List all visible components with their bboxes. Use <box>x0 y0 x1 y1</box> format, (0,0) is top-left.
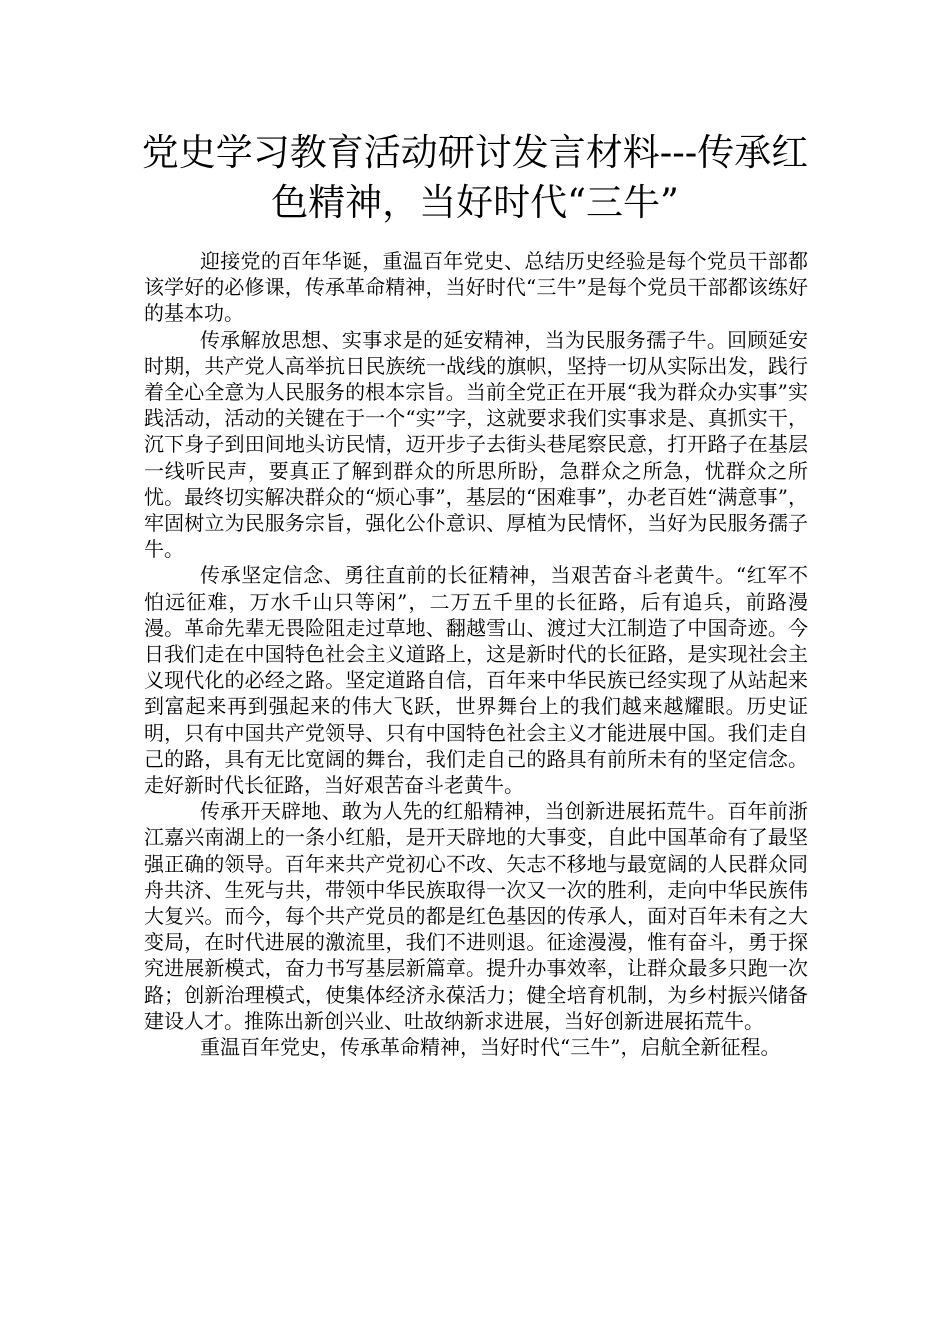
paragraph-conclusion: 重温百年党史，传承革命精神，当好时代“三牛”，启航全新征程。 <box>200 1035 781 1060</box>
paragraph-red-boat-spirit: 传承开天辟地、敢为人先的红船精神，当创新进展拓荒牛。百年前浙江嘉兴南湖上的一条小红船，是开天辟地的大事变，自此中国革命有了最坚强正确的领导。百年来共产党初心不改、矢志不移地与最宽阔的人民群众同舟共济、生死与共，带领中华民族取得一次又一次的胜利，走向中华民族伟大复兴。而今，每个共产党员的都是红色基因的传承人，面对百年未有之大变局，在时代进展的激流里，我们不进则退。征途漫漫，惟有奋斗，勇于探究进展新模式，奋力书写基层新篇章。提升办事效率，让群众最多只跑一次路；创新治理模式，使集体经济永葆活力；健全培育机制，为乡村振兴储备建设人才。推陈出新创兴业、吐故纳新求进展，当好创新进展拓荒牛。 <box>144 799 808 1033</box>
paragraph-intro: 迎接党的百年华诞，重温百年党史、总结历史经验是每个党员干部都该学好的必修课，传承革命精神，当好时代“三牛”是每个党员干部都该练好的基本功。 <box>144 249 808 326</box>
document-title: 党史学习教育活动研讨发言材料---传承红色精神，当好时代“三牛” <box>141 131 809 224</box>
paragraph-yanan-spirit: 传承解放思想、实事求是的延安精神，当为民服务孺子牛。回顾延安时期，共产党人高举抗日民族统一战线的旗帜，坚持一切从实际出发，践行着全心全意为人民服务的根本宗旨。当前全党正在开展“我为群众办实事”实践活动，活动的关键在于一个“实”字，这就要求我们实事求是、真抓实干，沉下身子到田间地头访民情，迈开步子去街头巷尾察民意，打开路子在基层一线听民声，要真正了解到群众的所思所盼，急群众之所急，忧群众之所忧。最终切实解决群众的“烦心事”，基层的“困难事”，办老百姓“满意事”，牢固树立为民服务宗旨，强化公仆意识、厚植为民情怀，当好为民服务孺子牛。 <box>144 327 808 562</box>
document-body <box>144 248 808 1060</box>
paragraph-long-march-spirit: 传承坚定信念、勇往直前的长征精神，当艰苦奋斗老黄牛。“红军不怕远征难，万水千山只等闲”，二万五千里的长征路，后有追兵，前路漫漫。革命先辈无畏险阻走过草地、翻越雪山、渡过大江制造了中国奇迹。今日我们走在中国特色社会主义道路上，这是新时代的长征路，是实现社会主义现代化的必经之路。坚定道路自信，百年来中华民族已经实现了从站起来到富起来再到强起来的伟大飞跃，世界舞台上的我们越来越耀眼。历史证明，只有中国共产党领导、只有中国特色社会主义才能进展中国。我们走自己的路，具有无比宽阔的舞台，我们走自己的路具有前所未有的坚定信念。走好新时代长征路，当好艰苦奋斗老黄牛。 <box>144 563 808 798</box>
